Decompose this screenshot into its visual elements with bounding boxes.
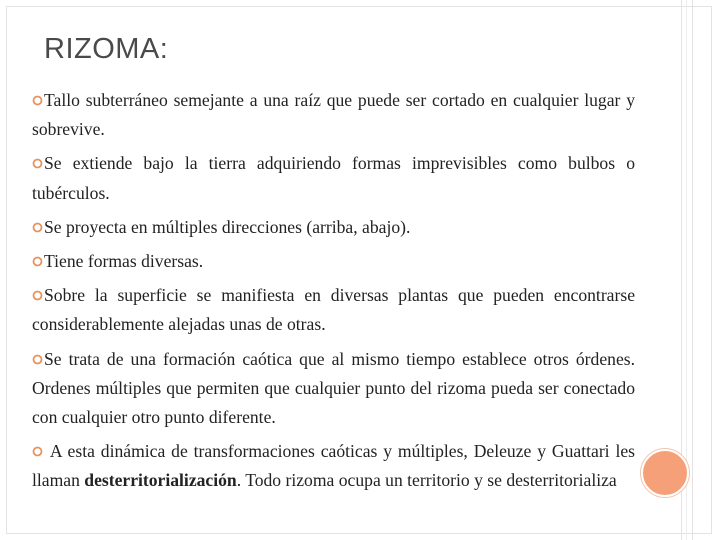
bullet-list <box>32 86 635 501</box>
bullet-text: Se trata de una formación caótica que al mismo tiempo establece otros órdenes. Ordenes múltiples que permiten que cualquier punto del rizoma pueda ser conectado con cualquier otro punto diferente. <box>32 348 635 428</box>
slide-title: RIZOMA: <box>44 33 169 65</box>
bullet-icon <box>32 222 43 233</box>
bullet-icon <box>32 354 43 365</box>
bullet-icon <box>32 95 43 106</box>
bullet-item <box>32 213 635 242</box>
bullet-item <box>32 437 635 495</box>
bullet-icon <box>32 290 43 301</box>
bullet-item <box>32 345 635 433</box>
bullet-text: Tallo subterráneo semejante a una raíz que puede ser cortado en cualquier lugar y sobrevive. <box>32 90 635 140</box>
bullet-text: Se proyecta en múltiples direcciones (arriba, abajo). <box>44 216 411 237</box>
bullet-text: A esta dinámica de transformaciones caóticas y múltiples, Deleuze y Guattari les llaman <box>32 441 635 491</box>
bullet-item <box>32 149 635 207</box>
bullet-item <box>32 247 635 276</box>
bullet-item <box>32 86 635 144</box>
bullet-item <box>32 281 635 339</box>
bullet-text: . Todo rizoma ocupa un territorio y se desterritorializa <box>236 470 617 491</box>
bullet-icon <box>32 446 43 457</box>
decorative-accent-circle <box>641 449 689 497</box>
bullet-text: Tiene formas diversas. <box>44 251 204 272</box>
bullet-icon <box>32 158 43 169</box>
bullet-text: Se extiende bajo la tierra adquiriendo formas imprevisibles como bulbos o tubérculos. <box>32 153 635 203</box>
bullet-icon <box>32 256 43 267</box>
bullet-text: Sobre la superficie se manifiesta en diversas plantas que pueden encontrarse considerablemente alejadas unas de otras. <box>32 285 635 335</box>
emphasized-term: desterritorialización <box>84 470 237 491</box>
decorative-side-line <box>686 0 687 540</box>
